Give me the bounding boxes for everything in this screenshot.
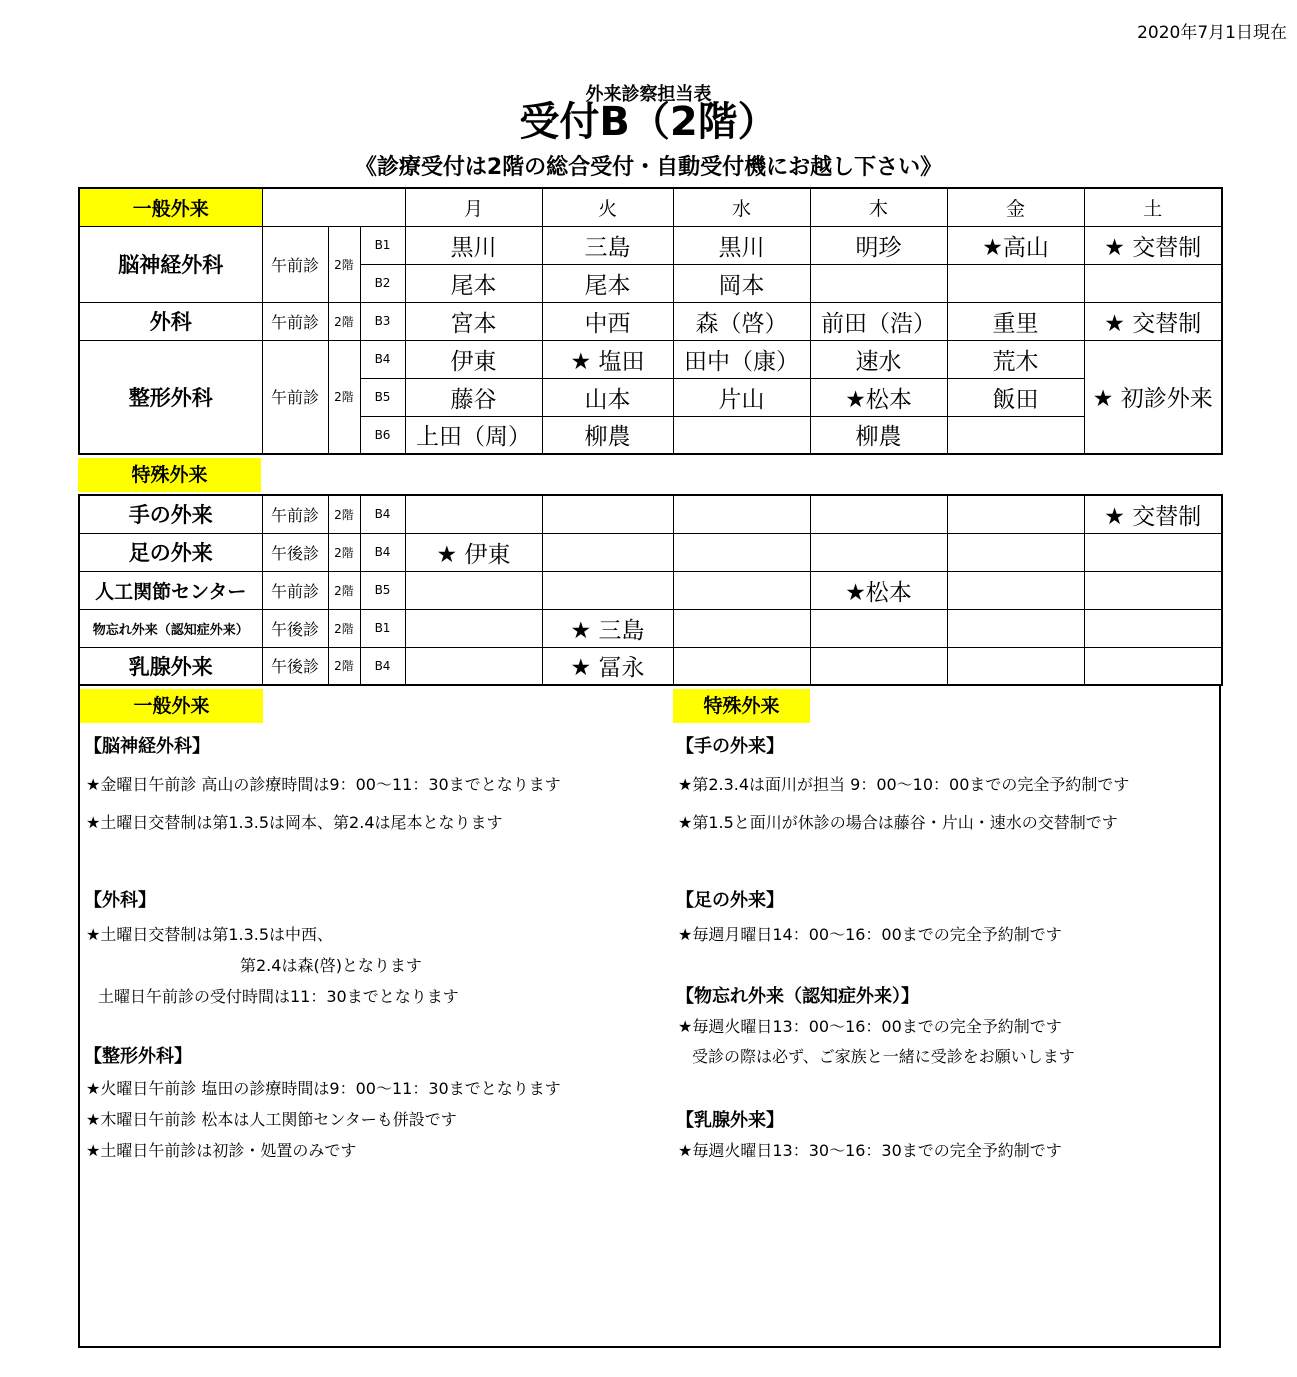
- table-row: [79, 533, 1222, 571]
- table-row: [79, 647, 1222, 685]
- doctor-cell: [1084, 609, 1222, 647]
- note-line: ★金曜日午前診 高山の診療時間は9：00～11：30までとなります: [86, 775, 561, 794]
- doctor-cell: [947, 571, 1084, 609]
- table-row: [79, 495, 1222, 533]
- note-heading-surgery: 【外科】: [84, 890, 156, 911]
- doctor-cell: [673, 609, 810, 647]
- session: 午後診: [262, 533, 328, 571]
- table-row: [79, 609, 1222, 647]
- floor: 2階: [328, 226, 360, 302]
- special-schedule-table: [78, 494, 1223, 686]
- doctor-cell: 岡本: [673, 264, 810, 302]
- room: B4: [360, 647, 405, 685]
- doctor-cell: 藤谷: [405, 378, 542, 416]
- header-row: [79, 188, 1222, 226]
- floor: 2階: [328, 571, 360, 609]
- room: B3: [360, 302, 405, 340]
- blank-header: [262, 188, 405, 226]
- table-row: [79, 302, 1222, 340]
- floor: 2階: [328, 340, 360, 454]
- session: 午後診: [262, 647, 328, 685]
- doctor-cell: [673, 647, 810, 685]
- doctor-cell: 森（啓）: [673, 302, 810, 340]
- room: B1: [360, 609, 405, 647]
- dept-foot: 足の外来: [79, 533, 262, 571]
- general-schedule-table: [78, 187, 1223, 455]
- session: 午後診: [262, 609, 328, 647]
- day-fri: 金: [947, 188, 1084, 226]
- doctor-cell: ★ 交替制: [1084, 226, 1222, 264]
- note-line: ★毎週月曜日14：00～16：00までの完全予約制です: [678, 925, 1062, 944]
- notes-general-label: 一般外来: [80, 689, 263, 723]
- doctor-cell: [673, 571, 810, 609]
- note-line: ★毎週火曜日13：30～16：30までの完全予約制です: [678, 1141, 1062, 1160]
- dept-brain: 脳神経外科: [79, 226, 262, 302]
- session: 午前診: [262, 571, 328, 609]
- doctor-cell: [810, 533, 947, 571]
- floor: 2階: [328, 495, 360, 533]
- room: B2: [360, 264, 405, 302]
- floor: 2階: [328, 647, 360, 685]
- session: 午前診: [262, 226, 328, 302]
- doctor-cell: 中西: [542, 302, 673, 340]
- note-line: ★火曜日午前診 塩田の診療時間は9：00～11：30までとなります: [86, 1079, 561, 1098]
- doctor-cell: [947, 495, 1084, 533]
- doctor-cell: ★松本: [810, 378, 947, 416]
- floor: 2階: [328, 533, 360, 571]
- doctor-cell: [1084, 533, 1222, 571]
- table-row: [79, 571, 1222, 609]
- dept-hand: 手の外来: [79, 495, 262, 533]
- doctor-cell: 速水: [810, 340, 947, 378]
- doctor-cell: [542, 533, 673, 571]
- page-subtitle: 外来診察担当表: [585, 84, 712, 105]
- page-title: 受付B（2階）: [519, 99, 778, 145]
- doctor-cell: 荒木: [947, 340, 1084, 378]
- notes-box: [78, 686, 1221, 1348]
- doctor-cell: [810, 264, 947, 302]
- doctor-cell: ★ 初診外来: [1084, 340, 1222, 454]
- doctor-cell: 柳農: [542, 416, 673, 454]
- floor: 2階: [328, 609, 360, 647]
- day-mon: 月: [405, 188, 542, 226]
- doctor-cell: ★ 三島: [542, 609, 673, 647]
- doctor-cell: [810, 609, 947, 647]
- note-line: 受診の際は必ず、ご家族と一緒に受診をお願いします: [692, 1047, 1075, 1066]
- room: B6: [360, 416, 405, 454]
- dept-ortho: 整形外科: [79, 340, 262, 454]
- doctor-cell: [542, 571, 673, 609]
- doctor-cell: 伊東: [405, 340, 542, 378]
- notes-special-label: 特殊外来: [673, 689, 810, 723]
- doctor-cell: [1084, 647, 1222, 685]
- session: 午前診: [262, 302, 328, 340]
- doctor-cell: 明珍: [810, 226, 947, 264]
- dept-surgery: 外科: [79, 302, 262, 340]
- note-heading-brain: 【脳神経外科】: [84, 736, 210, 757]
- doctor-cell: ★ 交替制: [1084, 302, 1222, 340]
- doctor-cell: 宮本: [405, 302, 542, 340]
- doctor-cell: [405, 609, 542, 647]
- note-line: 第2.4は森(啓)となります: [240, 956, 422, 975]
- doctor-cell: ★ 冨永: [542, 647, 673, 685]
- general-label: 一般外来: [79, 188, 262, 226]
- note-line: ★土曜日交替制は第1.3.5は中西、: [86, 925, 334, 944]
- doctor-cell: [405, 495, 542, 533]
- room: B4: [360, 495, 405, 533]
- note-heading-memory: 【物忘れ外来（認知症外来）】: [676, 986, 919, 1007]
- doctor-cell: 黒川: [405, 226, 542, 264]
- note-line: ★第1.5と面川が休診の場合は藤谷・片山・速水の交替制です: [678, 813, 1118, 832]
- doctor-cell: ★松本: [810, 571, 947, 609]
- doctor-cell: 飯田: [947, 378, 1084, 416]
- day-sat: 土: [1084, 188, 1222, 226]
- note-line: ★毎週火曜日13：00～16：00までの完全予約制です: [678, 1017, 1062, 1036]
- note-line: ★土曜日午前診は初診・処置のみです: [86, 1141, 357, 1160]
- doctor-cell: [673, 416, 810, 454]
- doctor-cell: [947, 647, 1084, 685]
- note-line: ★木曜日午前診 松本は人工関節センターも併設です: [86, 1110, 457, 1129]
- note-line: ★第2.3.4は面川が担当 9：00～10：00までの完全予約制です: [678, 775, 1130, 794]
- room: B1: [360, 226, 405, 264]
- doctor-cell: 黒川: [673, 226, 810, 264]
- session: 午前診: [262, 495, 328, 533]
- reception-notice: 《診療受付は2階の総合受付・自動受付機にお越し下さい》: [354, 155, 943, 180]
- doctor-cell: 柳農: [810, 416, 947, 454]
- doctor-cell: ★高山: [947, 226, 1084, 264]
- doctor-cell: [673, 533, 810, 571]
- as-of-date: 2020年7月1日現在: [1137, 23, 1287, 43]
- note-line: ★土曜日交替制は第1.3.5は岡本、第2.4は尾本となります: [86, 813, 503, 832]
- doctor-cell: [947, 609, 1084, 647]
- doctor-cell: [947, 416, 1084, 454]
- special-label: 特殊外来: [78, 458, 261, 492]
- doctor-cell: 尾本: [405, 264, 542, 302]
- doctor-cell: 山本: [542, 378, 673, 416]
- doctor-cell: [1084, 571, 1222, 609]
- room: B5: [360, 571, 405, 609]
- room: B5: [360, 378, 405, 416]
- table-row: [79, 340, 1222, 378]
- table-row: [79, 226, 1222, 264]
- doctor-cell: [405, 571, 542, 609]
- doctor-cell: [405, 647, 542, 685]
- doctor-cell: 片山: [673, 378, 810, 416]
- day-thu: 木: [810, 188, 947, 226]
- note-heading-ortho: 【整形外科】: [84, 1046, 192, 1067]
- doctor-cell: ★ 交替制: [1084, 495, 1222, 533]
- doctor-cell: 三島: [542, 226, 673, 264]
- room: B4: [360, 340, 405, 378]
- doctor-cell: [810, 495, 947, 533]
- doctor-cell: 田中（康）: [673, 340, 810, 378]
- doctor-cell: [947, 264, 1084, 302]
- dept-breast: 乳腺外来: [79, 647, 262, 685]
- doctor-cell: 尾本: [542, 264, 673, 302]
- day-tue: 火: [542, 188, 673, 226]
- note-heading-foot: 【足の外来】: [676, 890, 784, 911]
- doctor-cell: [542, 495, 673, 533]
- note-heading-hand: 【手の外来】: [676, 736, 784, 757]
- session: 午前診: [262, 340, 328, 454]
- doctor-cell: 前田（浩）: [810, 302, 947, 340]
- note-heading-breast: 【乳腺外来】: [676, 1110, 784, 1131]
- doctor-cell: ★ 伊東: [405, 533, 542, 571]
- dept-joint-center: 人工関節センター: [79, 571, 262, 609]
- doctor-cell: 重里: [947, 302, 1084, 340]
- doctor-cell: [810, 647, 947, 685]
- doctor-cell: [947, 533, 1084, 571]
- note-line: 土曜日午前診の受付時間は11：30までとなります: [98, 987, 459, 1006]
- floor: 2階: [328, 302, 360, 340]
- room: B4: [360, 533, 405, 571]
- dept-memory: 物忘れ外来（認知症外来）: [79, 609, 262, 647]
- doctor-cell: ★ 塩田: [542, 340, 673, 378]
- doctor-cell: [673, 495, 810, 533]
- doctor-cell: [1084, 264, 1222, 302]
- doctor-cell: 上田（周）: [405, 416, 542, 454]
- day-wed: 水: [673, 188, 810, 226]
